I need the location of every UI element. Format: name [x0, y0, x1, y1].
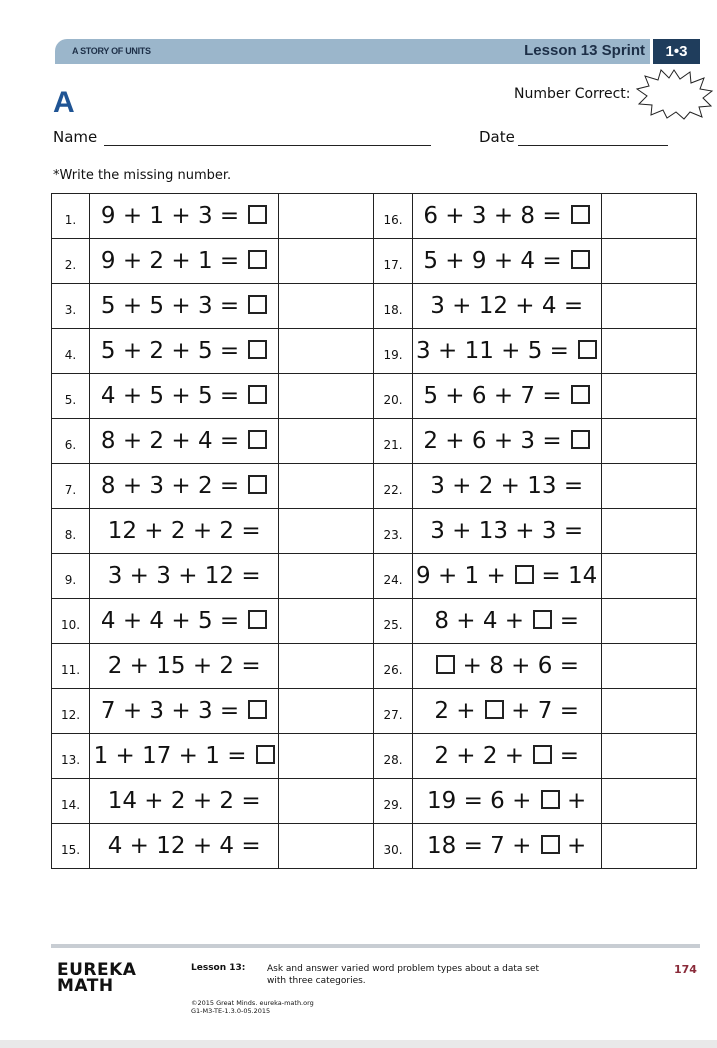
problem-cell: [412, 734, 601, 779]
problem-text: 8 + 4 +: [434, 608, 532, 634]
answer-box[interactable]: [248, 340, 267, 359]
blank-cell: [601, 824, 696, 869]
number-correct-label: Number Correct:: [514, 86, 631, 102]
blank-cell: [279, 734, 374, 779]
problem-cell: [412, 824, 601, 869]
date-label: Date: [479, 128, 515, 146]
problem-number: 15.: [52, 824, 90, 869]
problem-text: 3 + 12 + 4 =: [430, 293, 584, 319]
eureka-math-logo: [57, 962, 136, 994]
problem-number: 25.: [374, 599, 412, 644]
sprint-row: [52, 194, 697, 239]
name-label: Name: [53, 128, 98, 146]
problem-cell: [412, 464, 601, 509]
answer-box[interactable]: [248, 475, 267, 494]
sprint-row: [52, 689, 697, 734]
sprint-row: [52, 329, 697, 374]
problem-number: 23.: [374, 509, 412, 554]
problem-text: + 7 =: [503, 698, 579, 724]
blank-cell: [279, 509, 374, 554]
problem-text: 9 + 2 + 1 =: [100, 248, 247, 274]
lesson-code-badge: 1•3: [653, 39, 700, 64]
problem-text: 5 + 9 + 4 =: [423, 248, 569, 274]
blank-cell: [279, 419, 374, 464]
problem-cell: [90, 554, 279, 599]
logo-line-1: EUREKA: [57, 960, 137, 980]
answer-box[interactable]: [571, 430, 590, 449]
blank-cell: [279, 779, 374, 824]
problem-cell: [412, 689, 601, 734]
problem-text: 5 + 6 + 7 =: [423, 383, 569, 409]
problem-text: 9 + 1 + 3 =: [100, 203, 247, 229]
problem-text: = 14: [534, 563, 598, 589]
problem-cell: [90, 599, 279, 644]
problem-text: 2 + 6 + 3 =: [423, 428, 569, 454]
problem-cell: [90, 194, 279, 239]
problem-cell: [90, 734, 279, 779]
problem-text: 7 + 3 + 3 =: [100, 698, 247, 724]
blank-cell: [279, 374, 374, 419]
blank-cell: [601, 194, 696, 239]
problem-number: 29.: [374, 779, 412, 824]
sprint-row: [52, 374, 697, 419]
problem-text: 19 = 6 +: [427, 788, 539, 814]
problem-number: 2.: [52, 239, 90, 284]
problem-number: 18.: [374, 284, 412, 329]
answer-box[interactable]: [256, 745, 275, 764]
problem-text: =: [552, 608, 579, 634]
answer-box[interactable]: [248, 700, 267, 719]
answer-box[interactable]: [248, 385, 267, 404]
blank-cell: [601, 689, 696, 734]
problem-number: 30.: [374, 824, 412, 869]
answer-box[interactable]: [533, 745, 552, 764]
sprint-row: [52, 464, 697, 509]
problem-cell: [90, 464, 279, 509]
problem-cell: [90, 329, 279, 374]
footer-lesson: Lesson 13:: [191, 963, 246, 973]
blank-cell: [279, 239, 374, 284]
problem-cell: [412, 329, 601, 374]
problem-number: 4.: [52, 329, 90, 374]
problem-number: 14.: [52, 779, 90, 824]
problem-number: 9.: [52, 554, 90, 599]
problem-cell: [90, 374, 279, 419]
answer-box[interactable]: [248, 295, 267, 314]
blank-cell: [601, 464, 696, 509]
blank-cell: [279, 824, 374, 869]
problem-text: 3 + 3 + 12 =: [107, 563, 261, 589]
problem-text: 3 + 13 + 3 =: [430, 518, 584, 544]
lesson-title: Lesson 13 Sprint: [524, 42, 645, 59]
problem-text: 5 + 2 + 5 =: [100, 338, 247, 364]
blank-cell: [279, 644, 374, 689]
blank-cell: [601, 554, 696, 599]
sprint-row: [52, 599, 697, 644]
problem-number: 20.: [374, 374, 412, 419]
problem-number: 5.: [52, 374, 90, 419]
problem-number: 3.: [52, 284, 90, 329]
blank-cell: [279, 554, 374, 599]
blank-cell: [279, 284, 374, 329]
footer-objective: Ask and answer varied word problem types about a data set with three categories.: [267, 964, 540, 986]
problem-number: 8.: [52, 509, 90, 554]
problem-number: 6.: [52, 419, 90, 464]
sprint-row: [52, 554, 697, 599]
problem-text: 6 + 3 + 8 =: [423, 203, 569, 229]
problem-text: =: [552, 743, 579, 769]
problem-number: 21.: [374, 419, 412, 464]
sprint-row: [52, 824, 697, 869]
problem-cell: [90, 779, 279, 824]
problem-number: 24.: [374, 554, 412, 599]
problem-number: 7.: [52, 464, 90, 509]
answer-box[interactable]: [248, 610, 267, 629]
problem-cell: [412, 644, 601, 689]
page-edge: [0, 1040, 717, 1048]
problem-number: 17.: [374, 239, 412, 284]
problem-cell: [90, 419, 279, 464]
answer-box[interactable]: [541, 835, 560, 854]
blank-cell: [601, 239, 696, 284]
problem-cell: [412, 419, 601, 464]
problem-text: + 8 + 6 =: [455, 653, 579, 679]
problem-text: 5 + 5 + 3 =: [100, 293, 247, 319]
problem-text: 12 + 2 + 2 =: [107, 518, 261, 544]
problem-text: +: [559, 833, 587, 859]
sprint-row: [52, 284, 697, 329]
blank-cell: [601, 374, 696, 419]
blank-cell: [279, 194, 374, 239]
answer-box[interactable]: [541, 790, 560, 809]
blank-cell: [279, 599, 374, 644]
problem-text: 14 + 2 + 2 =: [107, 788, 261, 814]
blank-cell: [279, 329, 374, 374]
copyright: [191, 999, 314, 1015]
problem-text: 3 + 11 + 5 =: [416, 338, 577, 364]
problem-cell: [90, 824, 279, 869]
sprint-row: [52, 419, 697, 464]
problem-cell: [90, 644, 279, 689]
answer-box[interactable]: [571, 205, 590, 224]
blank-cell: [601, 509, 696, 554]
problem-number: 10.: [52, 599, 90, 644]
problem-cell: [412, 509, 601, 554]
copyright-line-2: G1-M3-TE-1.3.0-05.2015: [191, 1007, 271, 1015]
problem-text: 2 + 15 + 2 =: [107, 653, 261, 679]
sprint-row: [52, 644, 697, 689]
problem-cell: [412, 779, 601, 824]
problem-text: 18 = 7 +: [427, 833, 539, 859]
problem-number: 1.: [52, 194, 90, 239]
problem-text: +: [559, 788, 587, 814]
blank-cell: [601, 329, 696, 374]
sprint-row: [52, 509, 697, 554]
problem-text: 4 + 4 + 5 =: [100, 608, 247, 634]
answer-box[interactable]: [578, 340, 597, 359]
problem-number: 13.: [52, 734, 90, 779]
answer-box[interactable]: [248, 430, 267, 449]
sprint-row: [52, 779, 697, 824]
problem-number: 12.: [52, 689, 90, 734]
problem-text: 4 + 5 + 5 =: [100, 383, 247, 409]
answer-box[interactable]: [571, 385, 590, 404]
blank-cell: [601, 734, 696, 779]
blank-cell: [601, 419, 696, 464]
problem-number: 11.: [52, 644, 90, 689]
blank-cell: [601, 284, 696, 329]
blank-cell: [601, 599, 696, 644]
problem-text: 9 + 1 +: [416, 563, 514, 589]
date-field[interactable]: [518, 145, 668, 146]
answer-box[interactable]: [485, 700, 504, 719]
problem-text: 8 + 3 + 2 =: [100, 473, 247, 499]
problem-cell: [412, 284, 601, 329]
answer-box[interactable]: [515, 565, 534, 584]
name-field[interactable]: [104, 145, 431, 146]
blank-cell: [279, 689, 374, 734]
blank-cell: [601, 779, 696, 824]
problem-cell: [90, 509, 279, 554]
problem-number: 28.: [374, 734, 412, 779]
sprint-row: [52, 734, 697, 779]
logo-line-2: MATH: [57, 976, 114, 996]
sprint-version: A: [53, 86, 75, 119]
blank-cell: [279, 464, 374, 509]
problem-cell: [412, 194, 601, 239]
problem-cell: [412, 239, 601, 284]
problem-number: 19.: [374, 329, 412, 374]
problem-cell: [412, 554, 601, 599]
sprint-table: [51, 193, 697, 869]
problem-cell: [90, 689, 279, 734]
problem-cell: [412, 599, 601, 644]
answer-box[interactable]: [436, 655, 455, 674]
problem-text: 1 + 17 + 1 =: [93, 743, 254, 769]
copyright-line-1: ©2015 Great Minds. eureka-math.org: [191, 999, 314, 1007]
footer-divider: [51, 944, 700, 948]
problem-text: 2 + 2 +: [434, 743, 532, 769]
instruction: *Write the missing number.: [53, 168, 232, 183]
problem-number: 22.: [374, 464, 412, 509]
problem-text: 4 + 12 + 4 =: [107, 833, 261, 859]
problem-number: 16.: [374, 194, 412, 239]
answer-box[interactable]: [571, 250, 590, 269]
problem-number: 26.: [374, 644, 412, 689]
page-number: 174: [674, 963, 697, 976]
problem-cell: [90, 284, 279, 329]
problem-text: 3 + 2 + 13 =: [430, 473, 584, 499]
problem-number: 27.: [374, 689, 412, 734]
sprint-row: [52, 239, 697, 284]
answer-box[interactable]: [533, 610, 552, 629]
problem-text: 8 + 2 + 4 =: [100, 428, 247, 454]
problem-text: 2 +: [434, 698, 483, 724]
answer-box[interactable]: [248, 250, 267, 269]
blank-cell: [601, 644, 696, 689]
answer-box[interactable]: [248, 205, 267, 224]
problem-cell: [412, 374, 601, 419]
problem-cell: [90, 239, 279, 284]
starburst-score-icon: [634, 68, 714, 120]
series-title: A STORY OF UNITS: [72, 46, 151, 56]
